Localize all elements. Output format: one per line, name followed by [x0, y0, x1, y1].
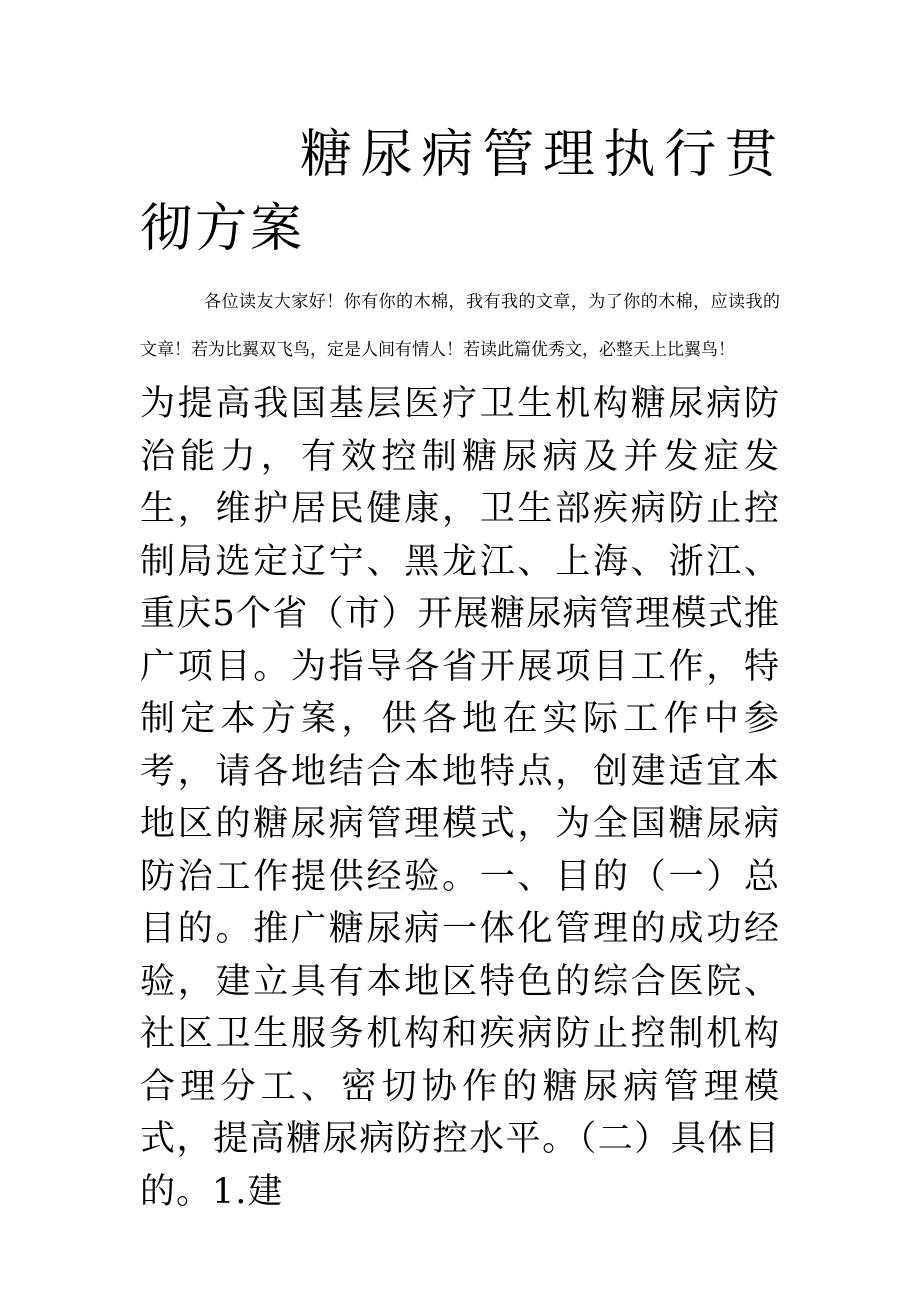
greeting-paragraph: 各位读友大家好！你有你的木棉，我有我的文章，为了你的木棉，应读我的文章！若为比翼双飞鸟，定是人间有情人！若读此篇优秀文，必整天上比翼鸟！ [140, 292, 780, 360]
body-paragraph: 为提高我国基层医疗卫生机构糖尿病防治能力，有效控制糖尿病及并发症发生，维护居民健康，卫生部疾病防止控制局选定辽宁、黑龙江、上海、浙江、重庆5个省（市）开展糖尿病管理模式推广项目。为指导各省开展项目工作，特制定本方案，供各地在实际工作中参考，请各地结合本地特点，创建适宜本地区的糖尿病管理模式，为全国糖尿病防治工作提供经验。一、目的（一）总目的。推广糖尿病一体化管理的成功经验，建立具有本地区特色的综合医院、社区卫生服务机构和疾病防止控制机构合理分工、密切协作的糖尿病管理模式，提高糖尿病防控水平。（二）具体目的。1.建 [140, 384, 780, 1212]
document-title: 糖尿病管理执行贯彻方案 [140, 125, 780, 259]
document-page [140, 118, 780, 1218]
